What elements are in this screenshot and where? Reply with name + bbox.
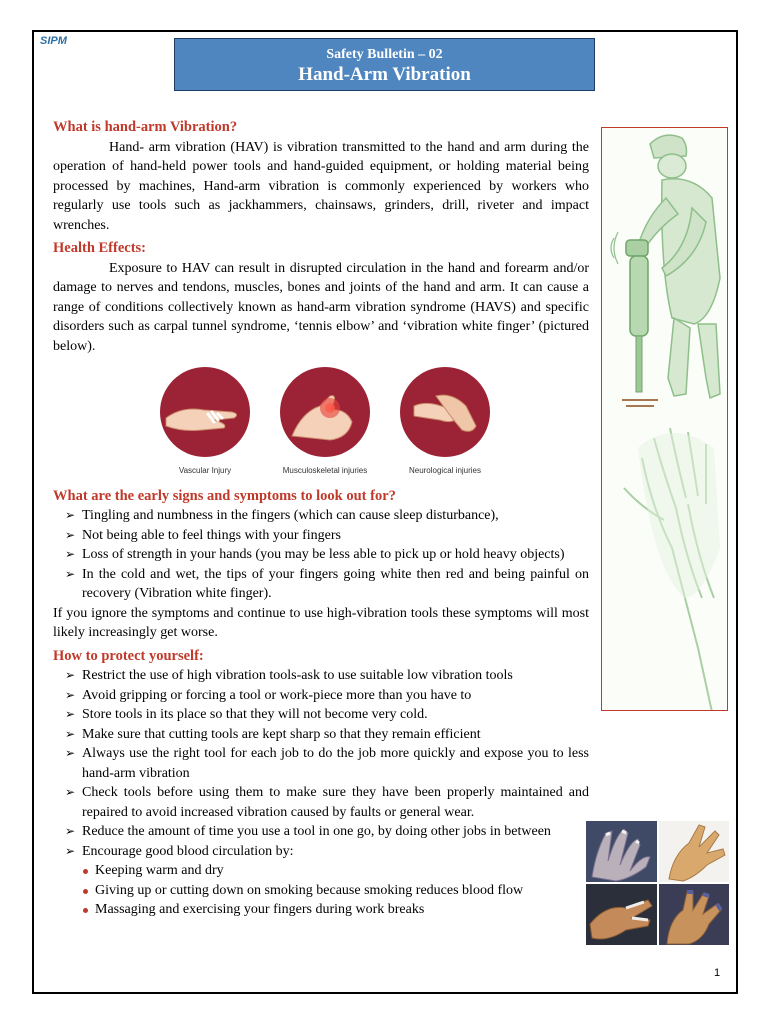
paragraph-what-is-hav: Hand- arm vibration (HAV) is vibration transmitted to the hand and arm during the operation of hand-held power tools and hand-guided equipment, or holding material being processed by machines, Hand-arm vibration is commonly experienced by workers who regularly use tools such as jackhammers, chainsaws, grinders, drill, riveter and impact wrenches. bbox=[53, 139, 589, 233]
list-item: ➢ Reduce the amount of time you use a tool in one go, by doing other jobs in between bbox=[65, 822, 589, 842]
main-content bbox=[53, 116, 589, 920]
list-item: ➢ Restrict the use of high vibration tools-ask to use suitable low vibration tools bbox=[65, 666, 589, 686]
list-item: ➢ Loss of strength in your hands (you may be less able to pick up or hold heavy objects) bbox=[65, 545, 589, 565]
injury-caption: Vascular Injury bbox=[178, 466, 232, 475]
musculoskeletal-injury-icon bbox=[272, 366, 378, 458]
list-item: ➢ Avoid gripping or forcing a tool or work-piece more than you have to bbox=[65, 686, 589, 706]
vibration-white-finger-photos bbox=[586, 821, 729, 945]
section-heading-what-is-hav: What is hand-arm Vibration? bbox=[53, 119, 238, 135]
injury-illustrations bbox=[149, 366, 509, 481]
bulletin-number: Safety Bulletin – 02 bbox=[326, 47, 443, 62]
hand-photo-icon bbox=[659, 821, 730, 882]
list-item: ➢ Check tools before using them to make sure they have been properly maintained and repaired to avoid increased vibration caused by faults or general wear. bbox=[65, 783, 589, 822]
page-number: 1 bbox=[714, 967, 721, 979]
list-item: Keeping warm and dry bbox=[82, 861, 589, 881]
injury-caption: Neurological injuries bbox=[408, 466, 482, 475]
injury-neurological bbox=[389, 366, 501, 481]
circulation-sublist bbox=[82, 861, 589, 920]
list-item: Massaging and exercising your fingers during work breaks bbox=[82, 900, 589, 920]
paragraph-symptoms-warning: If you ignore the symptoms and continue to use high-vibration tools these symptoms will most likely increasingly get worse. bbox=[53, 605, 589, 640]
list-item: ➢ Tingling and numbness in the fingers (which can cause sleep disturbance), bbox=[65, 506, 589, 526]
title-banner bbox=[174, 38, 595, 91]
section-heading-health-effects: Health Effects: bbox=[53, 240, 147, 256]
section-heading-protect: How to protect yourself: bbox=[53, 647, 204, 664]
hand-photo-icon bbox=[586, 821, 657, 882]
list-item bbox=[65, 842, 589, 920]
photo-fingers-1 bbox=[586, 821, 657, 882]
section-heading-symptoms: What are the early signs and symptoms to look out for? bbox=[53, 487, 396, 504]
list-item: ➢ Not being able to feel things with your fingers bbox=[65, 526, 589, 546]
list-item-label: Encourage good blood circulation by: bbox=[82, 843, 294, 859]
photo-fingers-4 bbox=[659, 884, 730, 945]
list-item: ➢ Make sure that cutting tools are kept sharp so that they remain efficient bbox=[65, 725, 589, 745]
jackhammer-worker-illustration bbox=[601, 127, 728, 711]
protection-list bbox=[65, 666, 589, 920]
vascular-injury-icon bbox=[152, 366, 258, 458]
photo-fingers-3 bbox=[586, 884, 657, 945]
worker-illustration-icon bbox=[602, 128, 728, 711]
hand-photo-icon bbox=[586, 884, 657, 945]
neurological-injury-icon bbox=[392, 366, 498, 458]
list-item: ➢ Always use the right tool for each job to do the job more quickly and expose you to less hand-arm vibration bbox=[65, 744, 589, 783]
paragraph-health-effects: Exposure to HAV can result in disrupted circulation in the hand and forearm and/or damage to nerves and tendons, muscles, bones and joints of the hand and arm. It can cause a range of conditions collectively known as hand-arm vibration syndrome (HAVS) and specific disorders such as carpal tunnel syndrome, ‘tennis elbow’ and ‘vibration white finger’ (pictured below). bbox=[53, 260, 589, 354]
injury-vascular bbox=[149, 366, 261, 481]
symptoms-list bbox=[65, 506, 589, 604]
sipm-logo: SIPM bbox=[40, 35, 67, 47]
list-item: ➢ In the cold and wet, the tips of your fingers going white then red and being painful on recovery (Vibration white finger). bbox=[65, 565, 589, 604]
injury-musculoskeletal bbox=[269, 366, 381, 481]
hand-photo-icon bbox=[659, 884, 730, 945]
list-item: Giving up or cutting down on smoking because smoking reduces blood flow bbox=[82, 881, 589, 901]
injury-caption: Musculoskeletal injuries bbox=[282, 466, 368, 475]
list-item: ➢ Store tools in its place so that they will not become very cold. bbox=[65, 705, 589, 725]
photo-fingers-2 bbox=[659, 821, 730, 882]
page-title: Hand-Arm Vibration bbox=[298, 64, 471, 85]
